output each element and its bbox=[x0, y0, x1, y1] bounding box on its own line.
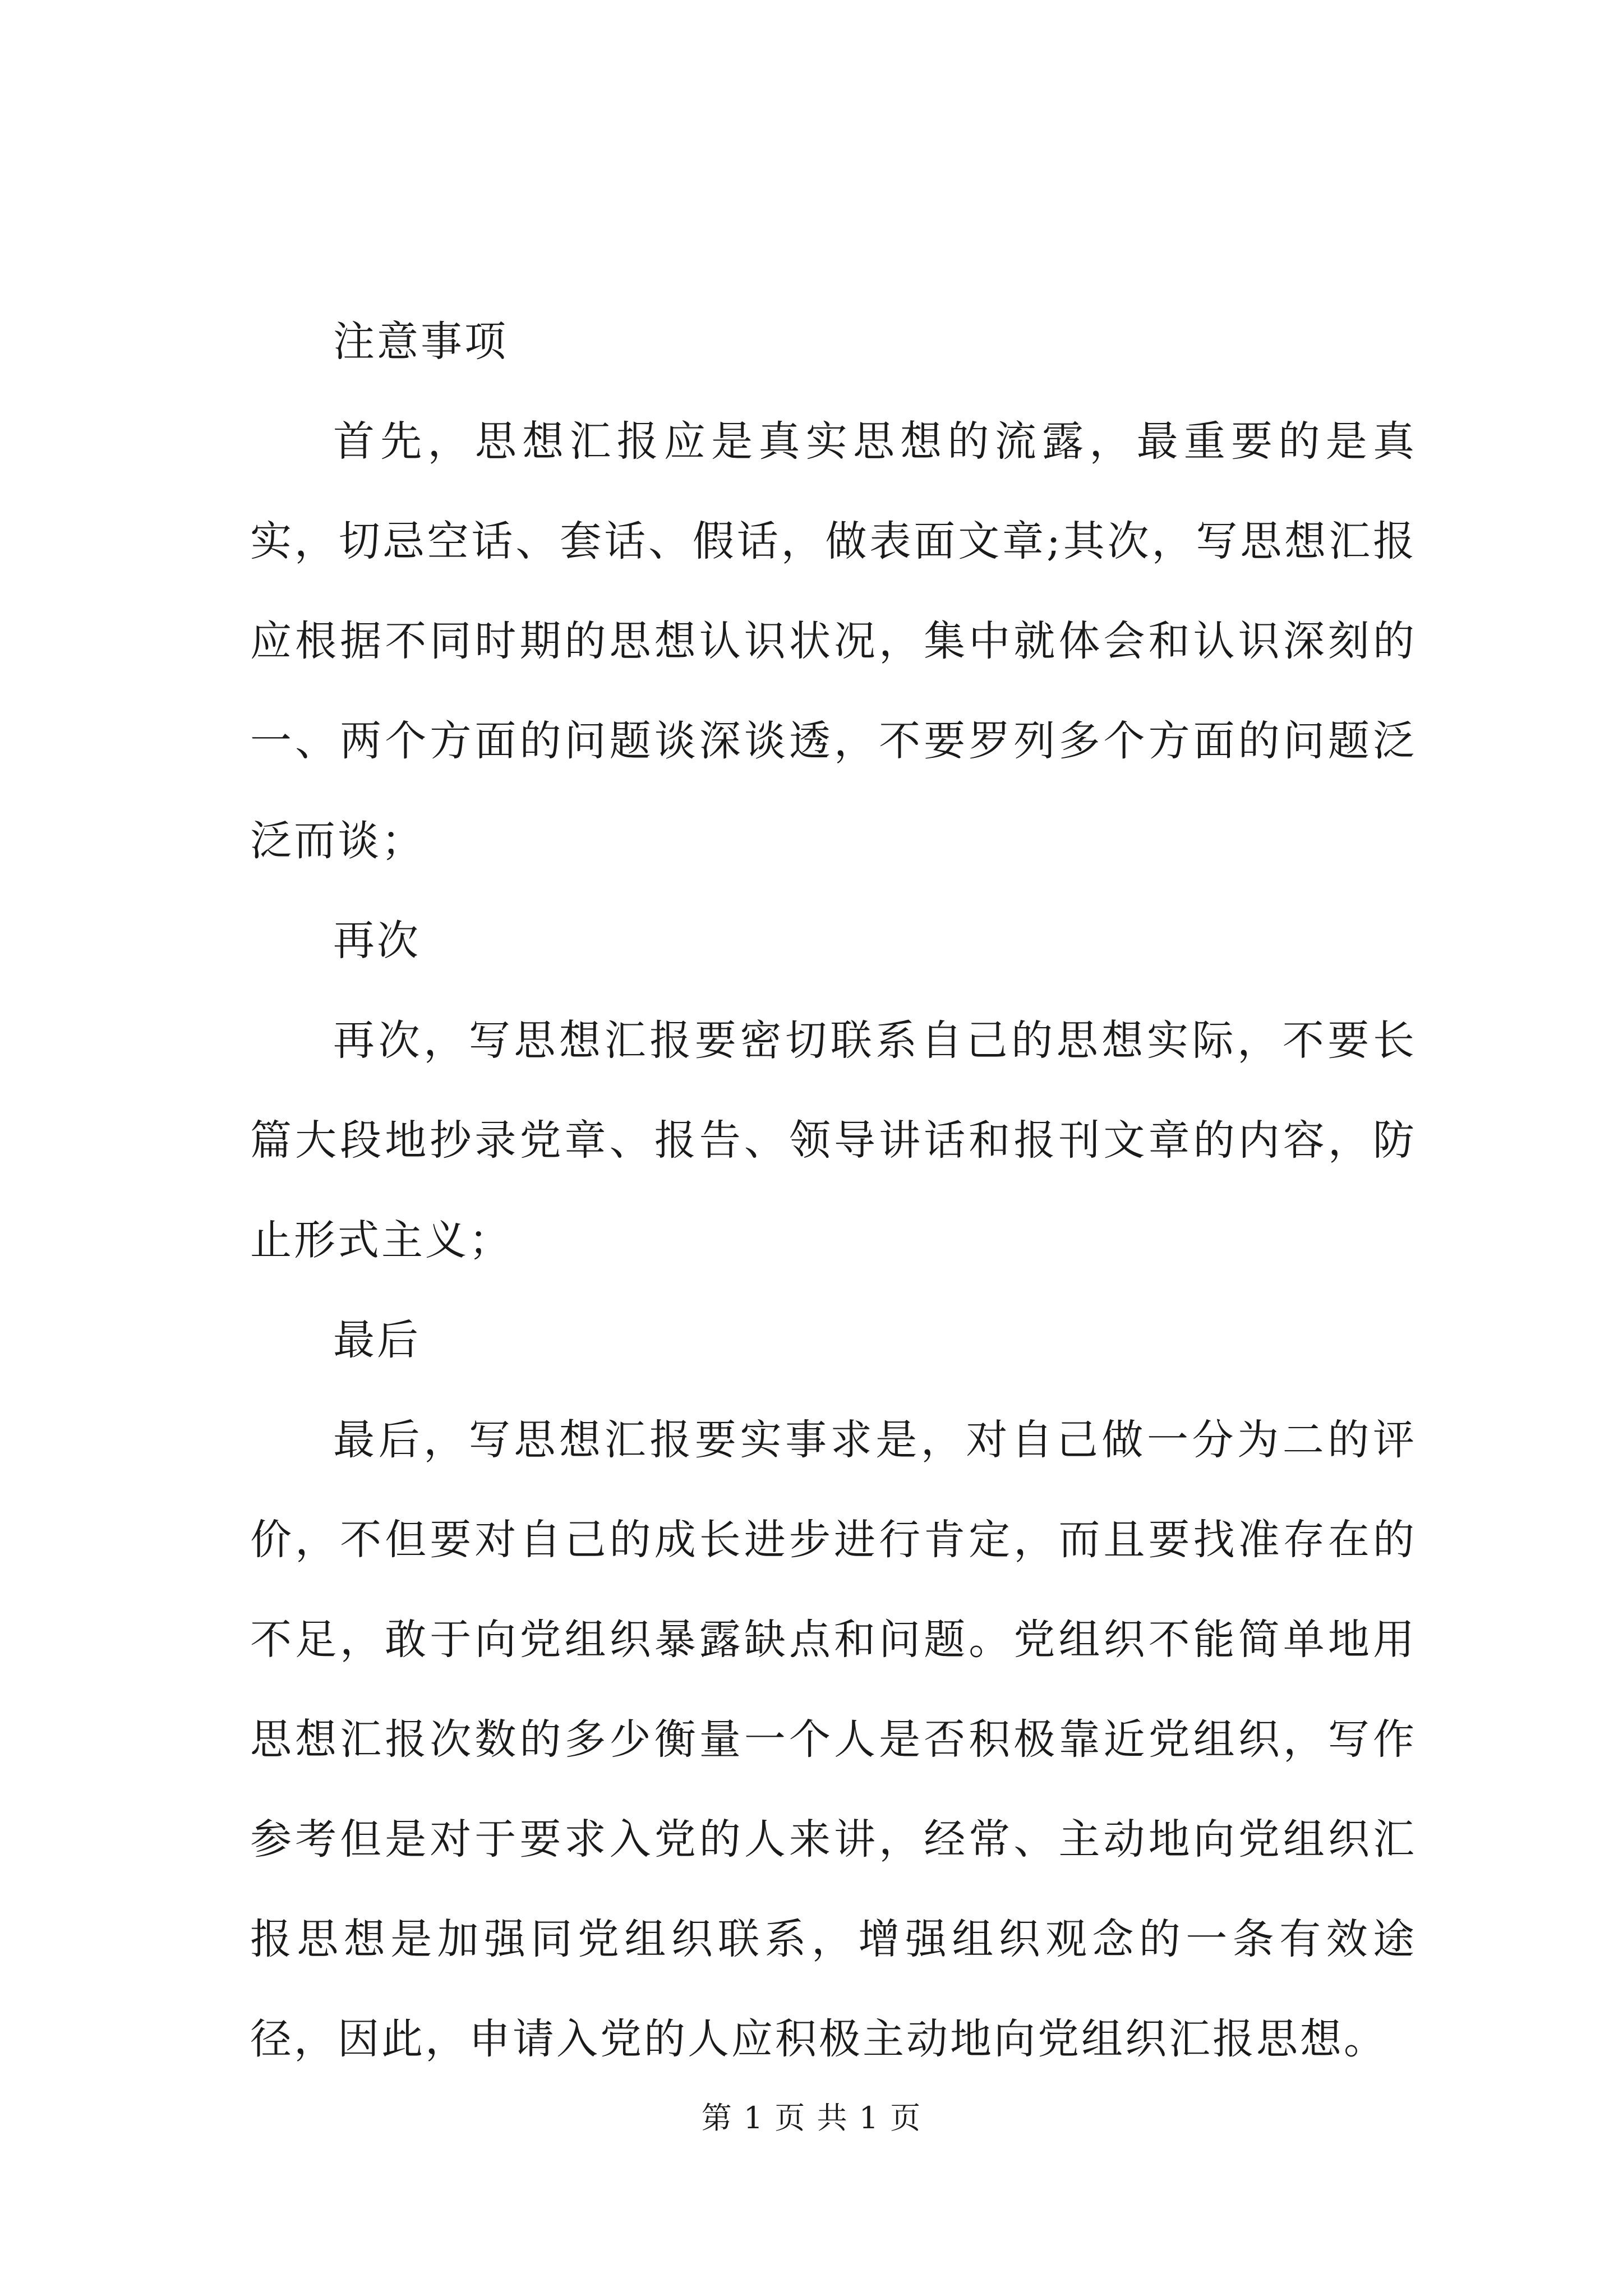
heading-notes: 注意事项 bbox=[333, 318, 508, 366]
heading-again: 再次 bbox=[333, 917, 421, 965]
paragraph-finally: 最后，写思想汇报要实事求是，对自己做一分为二的评价，不但要对自己的成长进步进行肯定，而且要找准存在的不足，敢于向党组织暴露缺点和问题。党组织不能简单地用思想汇报次数的多少衡量一个人是否积极靠近党组织，写作参考但是对于要求入党的人来讲，经常、主动地向党组织汇报思想是加强同党组织联系，增强组织观念的一条有效途径，因此，申请入党的人应积极主动地向党组织汇报思想。 bbox=[250, 1416, 1417, 2063]
page-number-footer: 第 1 页 共 1 页 bbox=[701, 2100, 922, 2136]
heading-finally: 最后 bbox=[333, 1316, 421, 1364]
paragraph-first: 首先，思想汇报应是真实思想的流露，最重要的是真实，切忌空话、套话、假话，做表面文章;其次，写思想汇报应根据不同时期的思想认识状况，集中就体会和认识深刻的一、两个方面的问题谈深谈透，不要罗列多个方面的问题泛泛而谈； bbox=[250, 417, 1417, 865]
paragraph-again: 再次，写思想汇报要密切联系自己的思想实际，不要长篇大段地抄录党章、报告、领导讲话和报刊文章的内容，防止形式主义； bbox=[250, 1016, 1417, 1264]
document-body bbox=[250, 292, 1417, 2089]
